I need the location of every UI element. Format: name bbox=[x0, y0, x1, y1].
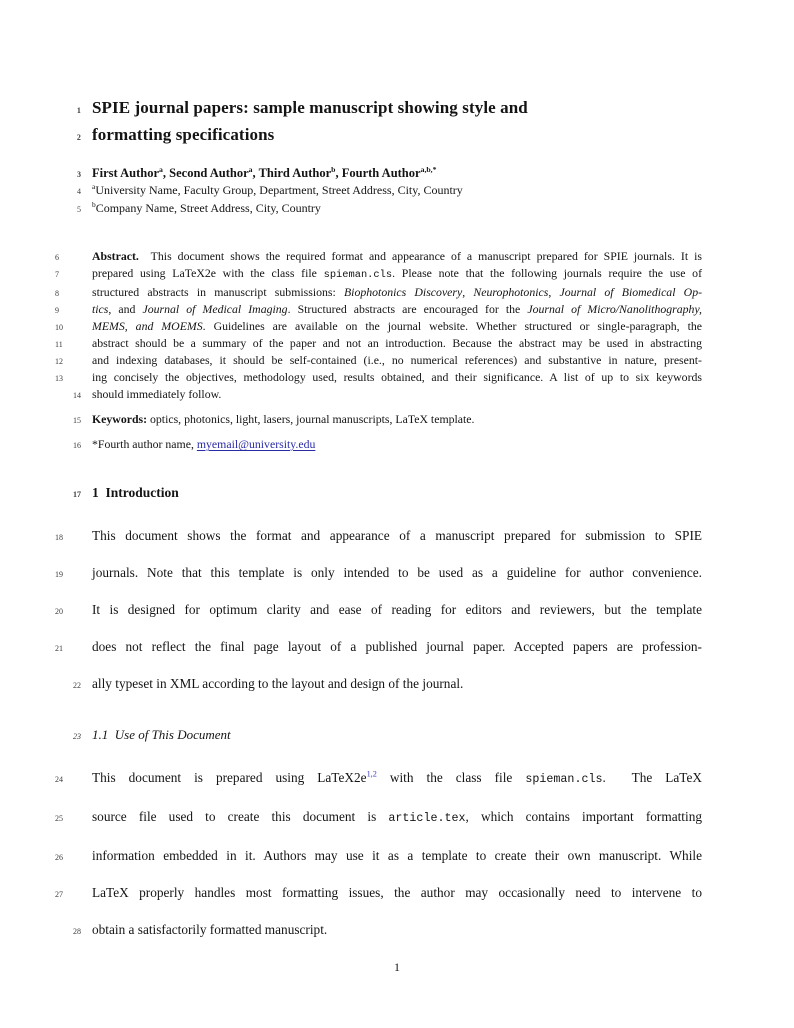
line-content bbox=[92, 676, 463, 691]
text-segment: ally typeset in XML according to the layout and design of the journal. bbox=[92, 676, 464, 691]
text-segment: structured abstracts in manuscript submissions: bbox=[92, 285, 344, 299]
doc-line-8 bbox=[55, 284, 703, 301]
line-content bbox=[92, 528, 702, 543]
text-segment: Biophotonics Discovery bbox=[343, 285, 463, 299]
text-segment: , which contains important formatting bbox=[465, 809, 702, 824]
line-number: 10 bbox=[55, 323, 63, 332]
line-content bbox=[92, 285, 702, 299]
text-segment: tics bbox=[92, 302, 109, 316]
line-content bbox=[92, 639, 702, 654]
doc-line-6 bbox=[55, 248, 702, 265]
line-content bbox=[92, 727, 231, 742]
line-content bbox=[92, 922, 327, 937]
doc-line-28 bbox=[73, 911, 702, 948]
doc-line-22 bbox=[73, 665, 702, 702]
line-content bbox=[92, 166, 437, 180]
line-content bbox=[92, 370, 702, 384]
doc-line-26 bbox=[55, 837, 702, 874]
doc-line-16 bbox=[73, 436, 702, 453]
text-segment: a,b,* bbox=[420, 164, 437, 174]
text-segment: source file used to create this document is bbox=[92, 809, 389, 824]
line-number: 12 bbox=[55, 357, 63, 366]
line-number: 16 bbox=[73, 441, 81, 450]
text-segment: , bbox=[462, 285, 474, 299]
line-number: 22 bbox=[73, 681, 81, 690]
doc-line-2 bbox=[76, 121, 702, 148]
line-content bbox=[92, 848, 702, 863]
text-segment: This document shows the format and appearance of a manuscript prepared for submission to SPIE bbox=[92, 528, 702, 543]
line-content bbox=[92, 319, 702, 333]
text-segment: . Please note that the following journals require the use of bbox=[392, 266, 702, 280]
line-number: 28 bbox=[73, 927, 81, 936]
text-segment: a bbox=[248, 164, 253, 174]
page-number: 1 bbox=[394, 960, 400, 974]
text-segment: spieman.cls bbox=[525, 772, 603, 786]
doc-line-9 bbox=[55, 301, 702, 318]
text-segment: and indexing databases, it should be self-contained (i.e., no numerical references) and substantive in nature, present- bbox=[92, 353, 702, 367]
line-content bbox=[92, 183, 463, 197]
text-segment: 1.1 Use of This Document bbox=[92, 727, 231, 742]
doc-line-13 bbox=[55, 369, 702, 386]
line-content bbox=[92, 266, 702, 280]
doc-line-1 bbox=[76, 94, 702, 121]
text-segment: b bbox=[92, 199, 96, 209]
doc-line-19 bbox=[55, 554, 702, 591]
text-segment: . Guidelines are available on the journal website. Whether structured or single-paragraph, the bbox=[202, 319, 702, 333]
line-content bbox=[92, 602, 702, 617]
text-segment: b bbox=[331, 164, 336, 174]
text-segment: should immediately follow. bbox=[92, 387, 222, 401]
line-number: 17 bbox=[73, 490, 81, 499]
doc-line-20 bbox=[55, 591, 702, 628]
text-segment: Journal of Medical Imaging bbox=[142, 302, 288, 316]
email-link[interactable]: myemail@university.edu bbox=[196, 437, 316, 451]
line-content bbox=[92, 302, 702, 316]
doc-line-27 bbox=[55, 874, 702, 911]
doc-line-7 bbox=[55, 265, 702, 284]
doc-line-3 bbox=[77, 164, 702, 182]
text-segment: prepared using LaTeX2e with the class file bbox=[92, 266, 324, 280]
doc-line-10 bbox=[55, 318, 702, 335]
text-segment: Abstract. bbox=[92, 249, 139, 263]
doc-line-12 bbox=[55, 352, 702, 369]
text-segment: SPIE journal papers: sample manuscript showing style and bbox=[92, 98, 528, 117]
line-content bbox=[92, 412, 475, 426]
line-number: 25 bbox=[55, 814, 63, 823]
doc-line-25 bbox=[55, 798, 702, 837]
line-number: 14 bbox=[73, 391, 81, 400]
line-content bbox=[92, 201, 321, 215]
line-number: 4 bbox=[77, 187, 81, 196]
text-segment: First Author bbox=[92, 166, 160, 180]
text-segment: information embedded in it. Authors may use it as a template to create their own manuscript. While bbox=[92, 848, 702, 863]
text-segment: LaTeX properly handles most formatting issues, the author may occasionally need to intervene to bbox=[92, 885, 702, 900]
text-segment: obtain a satisfactorily formatted manuscript. bbox=[92, 922, 328, 937]
text-segment: MEMS, and MOEMS bbox=[92, 319, 203, 333]
text-segment: Journal of Biomedical Op- bbox=[559, 285, 703, 299]
doc-line-23 bbox=[73, 726, 702, 743]
doc-line-11 bbox=[55, 335, 702, 352]
citation-link[interactable]: 1,2 bbox=[366, 769, 377, 779]
text-segment: article.tex bbox=[388, 811, 466, 825]
line-content bbox=[92, 885, 702, 900]
text-segment: This document shows the required format and appearance of a manuscript prepared for SPIE journals. It is bbox=[138, 249, 702, 263]
line-content bbox=[92, 485, 179, 500]
text-segment: spieman.cls bbox=[323, 269, 393, 281]
line-content bbox=[92, 770, 702, 785]
text-segment: , Third Author bbox=[252, 166, 332, 180]
text-segment: formatting specifications bbox=[92, 125, 275, 144]
text-segment: Company Name, Street Address, City, Country bbox=[95, 200, 321, 215]
line-number: 9 bbox=[55, 306, 59, 315]
text-segment: a bbox=[159, 164, 163, 174]
text-segment: , Second Author bbox=[162, 166, 249, 180]
text-segment: University Name, Faculty Group, Department, Street Address, City, Country bbox=[95, 183, 463, 197]
line-content bbox=[92, 387, 221, 401]
text-segment: journals. Note that this template is only intended to be used as a guideline for author convenience. bbox=[92, 565, 702, 580]
line-number: 20 bbox=[55, 607, 63, 616]
doc-line-15 bbox=[73, 411, 702, 428]
doc-line-18 bbox=[55, 517, 702, 554]
line-number: 7 bbox=[55, 270, 59, 279]
line-number: 19 bbox=[55, 570, 63, 579]
doc-line-17 bbox=[73, 484, 702, 501]
text-segment: Neurophotonics bbox=[473, 285, 549, 299]
doc-line-24 bbox=[55, 759, 702, 798]
line-number: 18 bbox=[55, 533, 63, 542]
line-content bbox=[92, 565, 702, 580]
doc-line-21 bbox=[55, 628, 702, 665]
line-number: 26 bbox=[55, 853, 63, 862]
line-number: 15 bbox=[73, 416, 81, 425]
line-number: 27 bbox=[55, 890, 63, 899]
line-number: 1 bbox=[76, 106, 81, 115]
text-segment: , and bbox=[108, 302, 143, 316]
text-segment: ing concisely the objectives, methodology used, results obtained, and their significance. A list of up to six keywords bbox=[92, 370, 702, 384]
text-segment: does not reflect the final page layout of a published journal paper. Accepted papers are profession- bbox=[92, 639, 702, 654]
line-number: 3 bbox=[77, 170, 81, 179]
line-number: 11 bbox=[55, 340, 63, 349]
line-content bbox=[92, 249, 702, 263]
text-segment: 1 Introduction bbox=[92, 485, 179, 500]
doc-line-4 bbox=[77, 182, 702, 200]
text-segment: abstract should be a summary of the paper and not an introduction. Because the abstract may be used in abstracting bbox=[92, 336, 702, 350]
text-segment: with the class file bbox=[376, 770, 526, 785]
text-segment: *Fourth author name, bbox=[92, 437, 197, 451]
line-number: 21 bbox=[55, 644, 63, 653]
line-content bbox=[92, 336, 702, 350]
doc-lines bbox=[55, 94, 703, 948]
doc-line-5 bbox=[77, 199, 702, 218]
line-content bbox=[92, 437, 315, 451]
line-number: 8 bbox=[55, 289, 59, 298]
text-segment: optics, photonics, light, lasers, journal manuscripts, LaTeX template. bbox=[147, 412, 475, 426]
text-segment: . The LaTeX bbox=[602, 770, 702, 785]
line-number: 5 bbox=[77, 204, 81, 214]
text-segment: . Structured abstracts are encouraged for the bbox=[287, 302, 528, 316]
text-segment: , bbox=[548, 285, 560, 299]
line-number: 6 bbox=[55, 253, 59, 262]
line-content bbox=[92, 98, 528, 117]
text-segment: , Fourth Author bbox=[335, 166, 421, 180]
line-number: 23 bbox=[73, 732, 81, 741]
doc-line-14 bbox=[73, 386, 702, 403]
line-number: 13 bbox=[55, 374, 63, 383]
line-content bbox=[92, 809, 702, 824]
line-content bbox=[92, 125, 274, 144]
text-segment: This document is prepared using LaTeX2e bbox=[92, 770, 367, 785]
text-segment: It is designed for optimum clarity and ease of reading for editors and reviewers, but the template bbox=[92, 602, 702, 617]
line-number: 2 bbox=[76, 133, 81, 142]
line-content bbox=[92, 353, 702, 367]
text-segment: Journal of Micro/Nanolithography, bbox=[527, 302, 702, 316]
text-segment: Keywords: bbox=[92, 412, 148, 426]
text-segment: a bbox=[92, 182, 96, 191]
line-number: 24 bbox=[55, 775, 63, 784]
